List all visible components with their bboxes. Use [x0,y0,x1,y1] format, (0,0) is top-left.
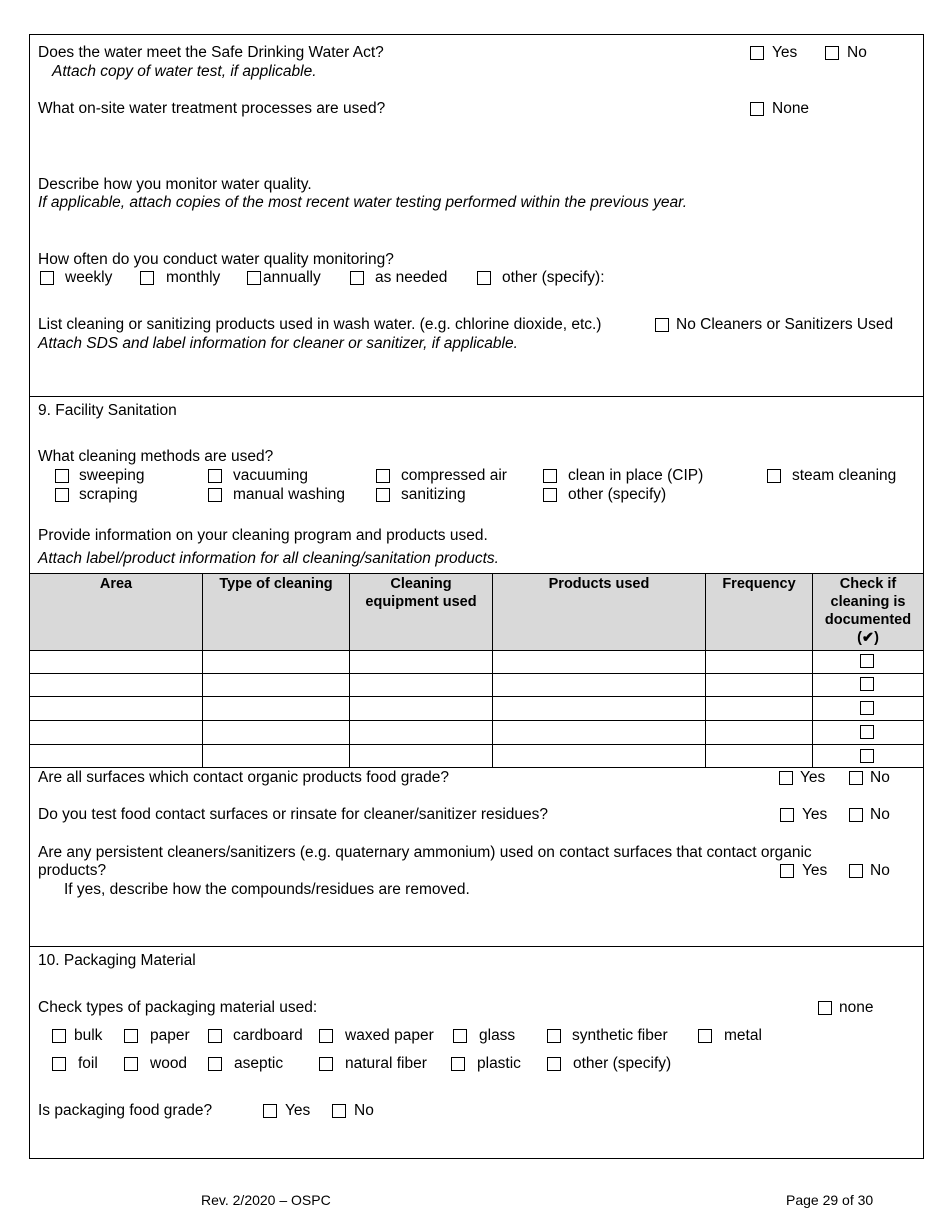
sdwa-note: Attach copy of water test, if applicable. [52,63,317,80]
section-10-title: 10. Packaging Material [38,952,196,969]
surfaces-yes-checkbox[interactable] [779,771,793,785]
pkg-natural-fiber-label: natural fiber [345,1055,427,1072]
pkg-wood-label: wood [150,1055,188,1072]
pkg-plastic-label: plastic [477,1055,521,1072]
pkg-foil-label: foil [78,1055,98,1072]
sdwa-yes-label: Yes [772,44,798,61]
col-header-type: Type of cleaning [219,576,333,592]
pkg-bulk-label: bulk [74,1027,103,1044]
method-sanitizing-label: sanitizing [401,486,466,503]
col-header-frequency: Frequency [722,576,796,592]
freq-weekly-checkbox[interactable] [40,271,54,285]
pkg-other-label: other (specify) [573,1055,672,1072]
method-steam-label: steam cleaning [792,467,897,484]
freq-as-needed-checkbox[interactable] [350,271,364,285]
sdwa-no-label: No [847,44,867,61]
col-header-area: Area [99,576,133,592]
pkg-metal-checkbox[interactable] [698,1029,712,1043]
persistent-no-checkbox[interactable] [849,864,863,878]
persistent-note: If yes, describe how the compounds/residues are removed. [64,881,470,898]
surfaces-yes-label: Yes [800,769,826,786]
treatment-question: What on-site water treatment processes are used? [38,100,386,117]
method-scraping-checkbox[interactable] [55,488,69,502]
sdwa-question: Does the water meet the Safe Drinking Water Act? [38,44,384,61]
pkg-wood-checkbox[interactable] [124,1057,138,1071]
pkg-plastic-checkbox[interactable] [451,1057,465,1071]
cleaners-note: Attach SDS and label information for cleaner or sanitizer, if applicable. [38,335,518,352]
pkg-glass-checkbox[interactable] [453,1029,467,1043]
freq-monthly-label: monthly [166,269,221,286]
pkg-aseptic-checkbox[interactable] [208,1057,222,1071]
col-header-documented: Check if cleaning is documented (✔) [824,576,912,646]
table-row-documented-checkbox[interactable] [860,749,874,763]
col-header-equipment: Cleaning equipment used [365,576,477,610]
residue-yes-label: Yes [802,806,828,823]
sdwa-yes-checkbox[interactable] [750,46,764,60]
method-sweeping-checkbox[interactable] [55,469,69,483]
method-sanitizing-checkbox[interactable] [376,488,390,502]
method-cip-checkbox[interactable] [543,469,557,483]
table-row-documented-checkbox[interactable] [860,701,874,715]
packaging-none-checkbox[interactable] [818,1001,832,1015]
freq-as-needed-label: as needed [375,269,448,286]
footer-page-number: Page 29 of 30 [786,1192,874,1208]
freq-annually-checkbox[interactable] [247,271,261,285]
method-cip-label: clean in place (CIP) [568,467,704,484]
pkg-waxed-paper-checkbox[interactable] [319,1029,333,1043]
persistent-yes-label: Yes [802,862,828,879]
freq-other-label: other (specify): [502,269,605,286]
section-divider [30,946,923,947]
pkg-cardboard-label: cardboard [233,1027,303,1044]
monitor-question: Describe how you monitor water quality. [38,176,312,193]
treatment-none-checkbox[interactable] [750,102,764,116]
pkg-metal-label: metal [724,1027,762,1044]
program-note: Attach label/product information for all cleaning/sanitation products. [38,550,499,567]
freq-weekly-label: weekly [65,269,113,286]
frequency-question: How often do you conduct water quality monitoring? [38,251,394,268]
sdwa-no-checkbox[interactable] [825,46,839,60]
food-grade-no-label: No [354,1102,374,1119]
food-grade-no-checkbox[interactable] [332,1104,346,1118]
pkg-cardboard-checkbox[interactable] [208,1029,222,1043]
pkg-waxed-paper-label: waxed paper [345,1027,434,1044]
pkg-paper-label: paper [150,1027,190,1044]
program-question: Provide information on your cleaning program and products used. [38,527,488,544]
food-grade-question: Is packaging food grade? [38,1102,213,1119]
no-cleaners-label: No Cleaners or Sanitizers Used [676,316,894,333]
no-cleaners-checkbox[interactable] [655,318,669,332]
surfaces-no-checkbox[interactable] [849,771,863,785]
method-manual-washing-label: manual washing [233,486,346,503]
persistent-question-line2: products? [38,862,107,879]
residue-no-checkbox[interactable] [849,808,863,822]
packaging-types-question: Check types of packaging material used: [38,999,318,1016]
method-vacuuming-checkbox[interactable] [208,469,222,483]
table-row-documented-checkbox[interactable] [860,654,874,668]
method-sweeping-label: sweeping [79,467,145,484]
method-compressed-air-label: compressed air [401,467,507,484]
methods-question: What cleaning methods are used? [38,448,274,465]
persistent-no-label: No [870,862,890,879]
residue-no-label: No [870,806,890,823]
pkg-aseptic-label: aseptic [234,1055,284,1072]
pkg-natural-fiber-checkbox[interactable] [319,1057,333,1071]
method-steam-checkbox[interactable] [767,469,781,483]
persistent-question-line1: Are any persistent cleaners/sanitizers (e.g. quaternary ammonium) used on contact surfaces that contact organic [38,844,812,861]
pkg-glass-label: glass [479,1027,516,1044]
pkg-other-checkbox[interactable] [547,1057,561,1071]
monitor-note: If applicable, attach copies of the most recent water testing performed within the previous year. [38,194,688,211]
surfaces-question: Are all surfaces which contact organic products food grade? [38,769,449,786]
pkg-bulk-checkbox[interactable] [52,1029,66,1043]
freq-other-checkbox[interactable] [477,271,491,285]
freq-annually-label: annually [263,269,321,286]
treatment-none-label: None [772,100,810,117]
method-manual-washing-checkbox[interactable] [208,488,222,502]
footer-revision: Rev. 2/2020 – OSPC [201,1192,331,1208]
freq-monthly-checkbox[interactable] [140,271,154,285]
table-row-documented-checkbox[interactable] [860,725,874,739]
pkg-synthetic-fiber-label: synthetic fiber [572,1027,668,1044]
pkg-synthetic-fiber-checkbox[interactable] [547,1029,561,1043]
section-divider [30,396,923,397]
section-9-title: 9. Facility Sanitation [38,402,177,419]
residue-question: Do you test food contact surfaces or rinsate for cleaner/sanitizer residues? [38,806,549,823]
persistent-yes-checkbox[interactable] [780,864,794,878]
table-row-documented-checkbox[interactable] [860,677,874,691]
food-grade-yes-checkbox[interactable] [263,1104,277,1118]
residue-yes-checkbox[interactable] [780,808,794,822]
pkg-foil-checkbox[interactable] [52,1057,66,1071]
method-compressed-air-checkbox[interactable] [376,469,390,483]
method-scraping-label: scraping [79,486,138,503]
col-header-products: Products used [548,576,650,592]
surfaces-no-label: No [870,769,890,786]
packaging-none-label: none [839,999,874,1016]
method-vacuuming-label: vacuuming [233,467,308,484]
food-grade-yes-label: Yes [285,1102,311,1119]
method-other-checkbox[interactable] [543,488,557,502]
cleaners-question: List cleaning or sanitizing products used in wash water. (e.g. chlorine dioxide, etc.) [38,316,602,333]
pkg-paper-checkbox[interactable] [124,1029,138,1043]
method-other-label: other (specify) [568,486,667,503]
